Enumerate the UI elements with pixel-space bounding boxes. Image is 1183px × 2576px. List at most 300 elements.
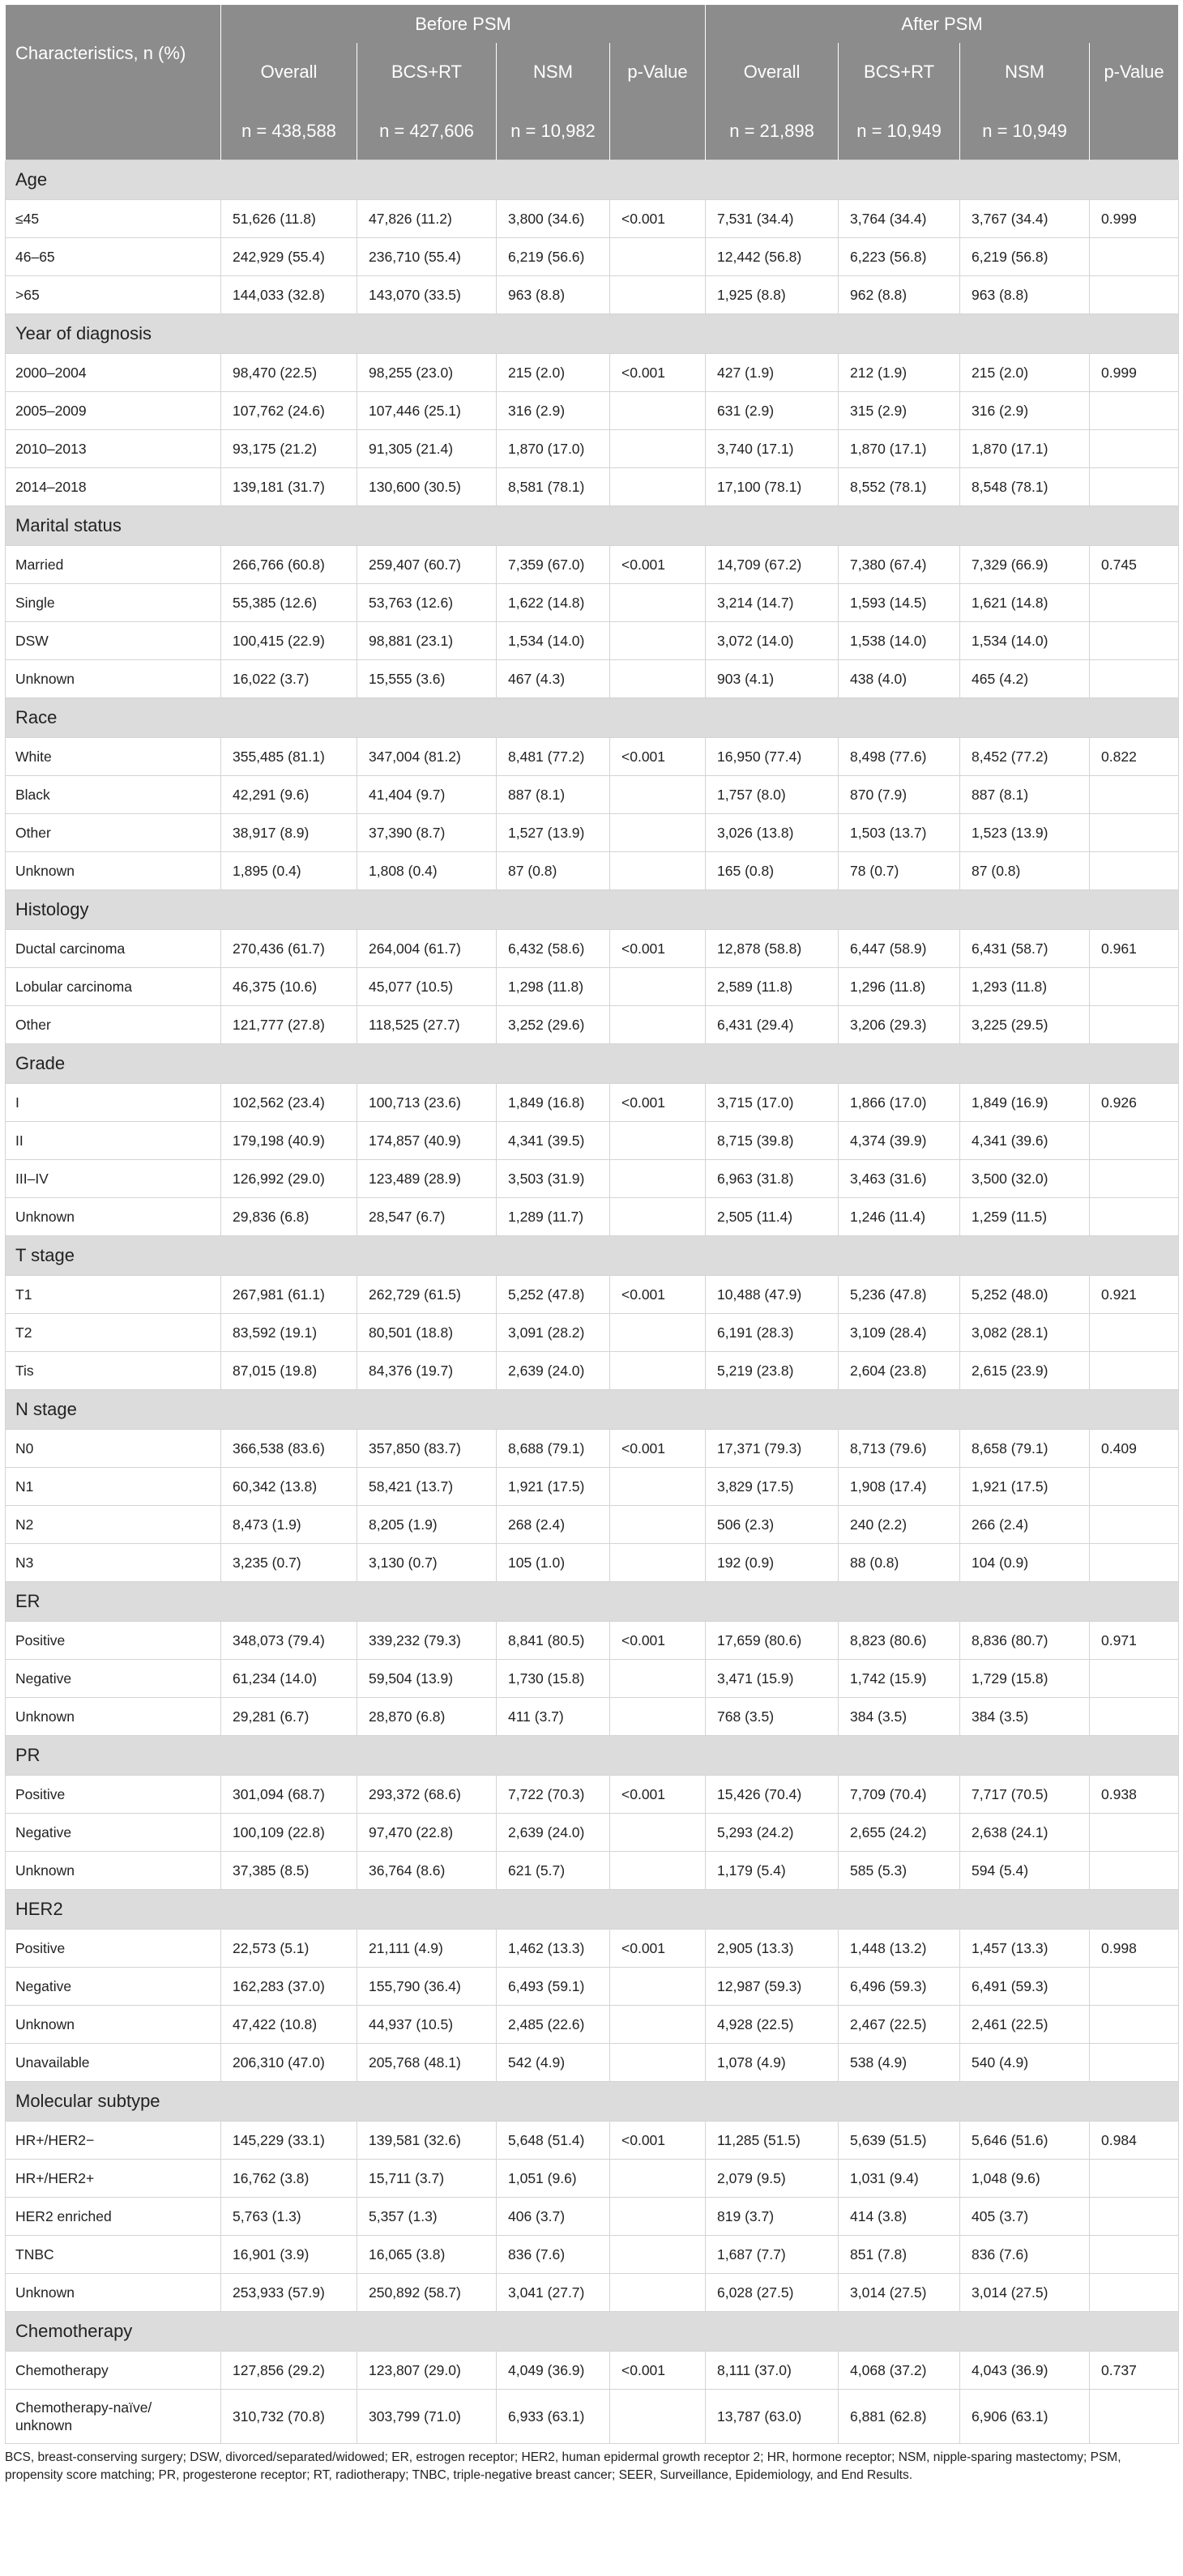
- p-value-cell: [1090, 392, 1179, 430]
- p-value-cell: [1090, 430, 1179, 468]
- value-cell: 405 (3.7): [960, 2198, 1090, 2236]
- p-value-cell: 0.926: [1090, 1084, 1179, 1122]
- value-cell: 5,646 (51.6): [960, 2122, 1090, 2160]
- p-value-cell: <0.001: [610, 1276, 706, 1314]
- value-cell: 28,870 (6.8): [357, 1698, 497, 1736]
- value-cell: 1,534 (14.0): [960, 622, 1090, 660]
- p-value-cell: 0.409: [1090, 1430, 1179, 1468]
- value-cell: 28,547 (6.7): [357, 1198, 497, 1236]
- value-cell: 3,109 (28.4): [839, 1314, 960, 1352]
- row-label: Unknown: [6, 1852, 221, 1890]
- value-cell: 7,329 (66.9): [960, 546, 1090, 584]
- col-header: BCS+RT: [357, 43, 497, 101]
- value-cell: 60,342 (13.8): [221, 1468, 357, 1506]
- value-cell: 887 (8.1): [960, 776, 1090, 814]
- p-value-cell: <0.001: [610, 1776, 706, 1814]
- value-cell: 17,100 (78.1): [706, 468, 839, 506]
- value-cell: 1,866 (17.0): [839, 1084, 960, 1122]
- section-row: [6, 314, 1179, 354]
- row-label: Black: [6, 776, 221, 814]
- row-label: HR+/HER2+: [6, 2160, 221, 2198]
- row-label: Negative: [6, 1660, 221, 1698]
- table-row: [6, 622, 1179, 660]
- value-cell: 83,592 (19.1): [221, 1314, 357, 1352]
- value-cell: 1,925 (8.8): [706, 276, 839, 314]
- col-header: p-Value: [610, 43, 706, 101]
- value-cell: 5,648 (51.4): [497, 2122, 610, 2160]
- value-cell: 8,841 (80.5): [497, 1622, 610, 1660]
- value-cell: 1,622 (14.8): [497, 584, 610, 622]
- value-cell: 3,206 (29.3): [839, 1006, 960, 1044]
- value-cell: 59,504 (13.9): [357, 1660, 497, 1698]
- value-cell: 15,711 (3.7): [357, 2160, 497, 2198]
- value-cell: 17,659 (80.6): [706, 1622, 839, 1660]
- value-cell: 1,259 (11.5): [960, 1198, 1090, 1236]
- section-row: [6, 698, 1179, 738]
- value-cell: 316 (2.9): [960, 392, 1090, 430]
- section-title: ER: [6, 1582, 1179, 1622]
- value-cell: 2,655 (24.2): [839, 1814, 960, 1852]
- table-row: [6, 1544, 1179, 1582]
- value-cell: 2,467 (22.5): [839, 2006, 960, 2044]
- value-cell: 3,463 (31.6): [839, 1160, 960, 1198]
- value-cell: 2,639 (24.0): [497, 1352, 610, 1390]
- p-value-cell: [1090, 622, 1179, 660]
- value-cell: 236,710 (55.4): [357, 238, 497, 276]
- value-cell: 100,713 (23.6): [357, 1084, 497, 1122]
- p-value-cell: [610, 430, 706, 468]
- value-cell: 3,764 (34.4): [839, 200, 960, 238]
- value-cell: 4,928 (22.5): [706, 2006, 839, 2044]
- value-cell: 6,191 (28.3): [706, 1314, 839, 1352]
- value-cell: 6,028 (27.5): [706, 2274, 839, 2312]
- value-cell: 887 (8.1): [497, 776, 610, 814]
- section-row: [6, 2082, 1179, 2122]
- value-cell: 51,626 (11.8): [221, 200, 357, 238]
- value-cell: 1,289 (11.7): [497, 1198, 610, 1236]
- value-cell: 1,246 (11.4): [839, 1198, 960, 1236]
- value-cell: 192 (0.9): [706, 1544, 839, 1582]
- value-cell: 1,593 (14.5): [839, 584, 960, 622]
- value-cell: 1,908 (17.4): [839, 1468, 960, 1506]
- col-header: Overall: [706, 43, 839, 101]
- value-cell: 10,488 (47.9): [706, 1276, 839, 1314]
- value-cell: 6,493 (59.1): [497, 1968, 610, 2006]
- p-value-cell: 0.999: [1090, 200, 1179, 238]
- p-value-cell: <0.001: [610, 354, 706, 392]
- footnote: BCS, breast-conserving surgery; DSW, divorced/separated/widowed; ER, estrogen receptor; HER2, human epidermal growth receptor 2; HR, hormone receptor; NSM, nipple-sparing mastectomy; PSM, propensity score matching; PR, progesterone receptor; RT, radiotherapy; TNBC, triple-negative breast cancer; SEER, Surveillance, Epidemiology, and End Results.: [5, 2450, 1121, 2482]
- value-cell: 411 (3.7): [497, 1698, 610, 1736]
- value-cell: 2,505 (11.4): [706, 1198, 839, 1236]
- value-cell: 467 (4.3): [497, 660, 610, 698]
- table-row: [6, 1968, 1179, 2006]
- value-cell: 1,870 (17.1): [960, 430, 1090, 468]
- p-value-cell: [610, 1852, 706, 1890]
- value-cell: 139,181 (31.7): [221, 468, 357, 506]
- row-label: N2: [6, 1506, 221, 1544]
- table-row: [6, 1660, 1179, 1698]
- value-cell: 316 (2.9): [497, 392, 610, 430]
- section-title: N stage: [6, 1390, 1179, 1430]
- value-cell: 962 (8.8): [839, 276, 960, 314]
- p-value-cell: [1090, 2274, 1179, 2312]
- row-label: Unknown: [6, 2006, 221, 2044]
- value-cell: 1,729 (15.8): [960, 1660, 1090, 1698]
- value-cell: 963 (8.8): [960, 276, 1090, 314]
- p-value-cell: 0.961: [1090, 930, 1179, 968]
- value-cell: 15,426 (70.4): [706, 1776, 839, 1814]
- n-header: [610, 101, 706, 160]
- row-label: Unknown: [6, 2274, 221, 2312]
- p-value-cell: [1090, 2236, 1179, 2274]
- p-value-cell: [610, 1506, 706, 1544]
- value-cell: 123,807 (29.0): [357, 2352, 497, 2390]
- value-cell: 963 (8.8): [497, 276, 610, 314]
- table-row: [6, 1430, 1179, 1468]
- value-cell: 819 (3.7): [706, 2198, 839, 2236]
- value-cell: 1,808 (0.4): [357, 852, 497, 890]
- value-cell: 2,461 (22.5): [960, 2006, 1090, 2044]
- p-value-cell: [610, 1814, 706, 1852]
- p-value-cell: 0.745: [1090, 546, 1179, 584]
- row-label: Other: [6, 814, 221, 852]
- table-row: [6, 930, 1179, 968]
- p-value-cell: [1090, 468, 1179, 506]
- value-cell: 2,905 (13.3): [706, 1930, 839, 1968]
- p-value-cell: 0.999: [1090, 354, 1179, 392]
- value-cell: 3,471 (15.9): [706, 1660, 839, 1698]
- p-value-cell: [1090, 852, 1179, 890]
- section-row: [6, 506, 1179, 546]
- value-cell: 84,376 (19.7): [357, 1352, 497, 1390]
- p-value-cell: [610, 468, 706, 506]
- value-cell: 7,722 (70.3): [497, 1776, 610, 1814]
- value-cell: 4,341 (39.5): [497, 1122, 610, 1160]
- value-cell: 3,214 (14.7): [706, 584, 839, 622]
- row-label: Lobular carcinoma: [6, 968, 221, 1006]
- value-cell: 12,878 (58.8): [706, 930, 839, 968]
- value-cell: 4,049 (36.9): [497, 2352, 610, 2390]
- value-cell: 259,407 (60.7): [357, 546, 497, 584]
- p-value-cell: [610, 238, 706, 276]
- value-cell: 836 (7.6): [497, 2236, 610, 2274]
- table-row: [6, 660, 1179, 698]
- p-value-cell: [610, 1352, 706, 1390]
- after-psm-header: After PSM: [706, 5, 1179, 43]
- value-cell: 61,234 (14.0): [221, 1660, 357, 1698]
- p-value-cell: [1090, 1544, 1179, 1582]
- table-row: [6, 738, 1179, 776]
- p-value-cell: [610, 2044, 706, 2082]
- value-cell: 266 (2.4): [960, 1506, 1090, 1544]
- before-psm-header: Before PSM: [221, 5, 706, 43]
- value-cell: 8,548 (78.1): [960, 468, 1090, 506]
- table-header: [6, 5, 1179, 160]
- row-label: Ductal carcinoma: [6, 930, 221, 968]
- value-cell: 1,921 (17.5): [960, 1468, 1090, 1506]
- value-cell: 5,219 (23.8): [706, 1352, 839, 1390]
- table-row: [6, 1084, 1179, 1122]
- table-row: [6, 1622, 1179, 1660]
- value-cell: 366,538 (83.6): [221, 1430, 357, 1468]
- value-cell: 215 (2.0): [960, 354, 1090, 392]
- value-cell: 542 (4.9): [497, 2044, 610, 2082]
- value-cell: 540 (4.9): [960, 2044, 1090, 2082]
- table-row: [6, 2352, 1179, 2390]
- value-cell: 6,881 (62.8): [839, 2390, 960, 2444]
- table-row: [6, 2122, 1179, 2160]
- table-row: [6, 430, 1179, 468]
- value-cell: 16,065 (3.8): [357, 2236, 497, 2274]
- value-cell: 93,175 (21.2): [221, 430, 357, 468]
- value-cell: 6,933 (63.1): [497, 2390, 610, 2444]
- value-cell: 631 (2.9): [706, 392, 839, 430]
- value-cell: 1,687 (7.7): [706, 2236, 839, 2274]
- table-row: [6, 1698, 1179, 1736]
- value-cell: 242,929 (55.4): [221, 238, 357, 276]
- value-cell: 5,639 (51.5): [839, 2122, 960, 2160]
- value-cell: 42,291 (9.6): [221, 776, 357, 814]
- p-value-cell: [1090, 1968, 1179, 2006]
- value-cell: 1,534 (14.0): [497, 622, 610, 660]
- value-cell: 6,431 (58.7): [960, 930, 1090, 968]
- p-value-cell: [610, 622, 706, 660]
- value-cell: 97,470 (22.8): [357, 1814, 497, 1852]
- p-value-cell: [1090, 1198, 1179, 1236]
- value-cell: 1,523 (13.9): [960, 814, 1090, 852]
- section-title: T stage: [6, 1236, 1179, 1276]
- row-label: Married: [6, 546, 221, 584]
- table-row: [6, 1314, 1179, 1352]
- row-label: 2005–2009: [6, 392, 221, 430]
- value-cell: 29,836 (6.8): [221, 1198, 357, 1236]
- value-cell: 8,836 (80.7): [960, 1622, 1090, 1660]
- value-cell: 179,198 (40.9): [221, 1122, 357, 1160]
- value-cell: 174,857 (40.9): [357, 1122, 497, 1160]
- value-cell: 264,004 (61.7): [357, 930, 497, 968]
- p-value-cell: [610, 1660, 706, 1698]
- table-row: [6, 276, 1179, 314]
- p-value-cell: [1090, 1698, 1179, 1736]
- value-cell: 1,870 (17.1): [839, 430, 960, 468]
- row-label: White: [6, 738, 221, 776]
- section-row: [6, 1390, 1179, 1430]
- value-cell: 29,281 (6.7): [221, 1698, 357, 1736]
- value-cell: 143,070 (33.5): [357, 276, 497, 314]
- p-value-cell: <0.001: [610, 200, 706, 238]
- value-cell: 3,225 (29.5): [960, 1006, 1090, 1044]
- value-cell: 13,787 (63.0): [706, 2390, 839, 2444]
- n-header: n = 10,982: [497, 101, 610, 160]
- value-cell: 16,950 (77.4): [706, 738, 839, 776]
- value-cell: 16,022 (3.7): [221, 660, 357, 698]
- table-row: [6, 968, 1179, 1006]
- row-label: Single: [6, 584, 221, 622]
- value-cell: 123,489 (28.9): [357, 1160, 497, 1198]
- value-cell: 1,503 (13.7): [839, 814, 960, 852]
- p-value-cell: [610, 1314, 706, 1352]
- value-cell: 301,094 (68.7): [221, 1776, 357, 1814]
- row-label: Tis: [6, 1352, 221, 1390]
- value-cell: 240 (2.2): [839, 1506, 960, 1544]
- value-cell: 1,870 (17.0): [497, 430, 610, 468]
- p-value-cell: [610, 814, 706, 852]
- n-header-empty: [6, 101, 221, 160]
- value-cell: 3,767 (34.4): [960, 200, 1090, 238]
- value-cell: 1,293 (11.8): [960, 968, 1090, 1006]
- value-cell: 2,485 (22.6): [497, 2006, 610, 2044]
- value-cell: 98,881 (23.1): [357, 622, 497, 660]
- value-cell: 17,371 (79.3): [706, 1430, 839, 1468]
- value-cell: 267,981 (61.1): [221, 1276, 357, 1314]
- value-cell: 55,385 (12.6): [221, 584, 357, 622]
- p-value-cell: [610, 584, 706, 622]
- value-cell: 870 (7.9): [839, 776, 960, 814]
- value-cell: 8,473 (1.9): [221, 1506, 357, 1544]
- value-cell: 78 (0.7): [839, 852, 960, 890]
- value-cell: 348,073 (79.4): [221, 1622, 357, 1660]
- value-cell: 8,498 (77.6): [839, 738, 960, 776]
- table-row: [6, 1468, 1179, 1506]
- p-value-cell: [1090, 584, 1179, 622]
- section-title: Marital status: [6, 506, 1179, 546]
- value-cell: 11,285 (51.5): [706, 2122, 839, 2160]
- value-cell: 8,481 (77.2): [497, 738, 610, 776]
- section-row: [6, 1582, 1179, 1622]
- p-value-cell: [610, 2198, 706, 2236]
- value-cell: 87 (0.8): [497, 852, 610, 890]
- table-row: [6, 354, 1179, 392]
- table-row: [6, 1122, 1179, 1160]
- n-header: n = 438,588: [221, 101, 357, 160]
- p-value-cell: [1090, 1468, 1179, 1506]
- value-cell: 8,823 (80.6): [839, 1622, 960, 1660]
- table-row: [6, 1198, 1179, 1236]
- value-cell: 406 (3.7): [497, 2198, 610, 2236]
- section-title: Chemotherapy: [6, 2312, 1179, 2352]
- p-value-cell: <0.001: [610, 546, 706, 584]
- row-label: DSW: [6, 622, 221, 660]
- table-row: [6, 1160, 1179, 1198]
- value-cell: 14,709 (67.2): [706, 546, 839, 584]
- p-value-cell: [610, 1544, 706, 1582]
- value-cell: 155,790 (36.4): [357, 1968, 497, 2006]
- value-cell: 465 (4.2): [960, 660, 1090, 698]
- value-cell: 104 (0.9): [960, 1544, 1090, 1582]
- table-row: [6, 546, 1179, 584]
- value-cell: 53,763 (12.6): [357, 584, 497, 622]
- row-label: Chemotherapy: [6, 2352, 221, 2390]
- value-cell: 6,219 (56.8): [960, 238, 1090, 276]
- value-cell: 6,431 (29.4): [706, 1006, 839, 1044]
- value-cell: 5,293 (24.2): [706, 1814, 839, 1852]
- section-row: [6, 160, 1179, 200]
- p-value-cell: [610, 852, 706, 890]
- p-value-cell: [610, 1968, 706, 2006]
- value-cell: 4,374 (39.9): [839, 1122, 960, 1160]
- p-value-cell: <0.001: [610, 1430, 706, 1468]
- row-label: II: [6, 1122, 221, 1160]
- table-row: [6, 1506, 1179, 1544]
- value-cell: 8,688 (79.1): [497, 1430, 610, 1468]
- value-cell: 3,041 (27.7): [497, 2274, 610, 2312]
- row-label: Positive: [6, 1622, 221, 1660]
- table-row: [6, 1006, 1179, 1044]
- section-title: Histology: [6, 890, 1179, 930]
- value-cell: 8,581 (78.1): [497, 468, 610, 506]
- value-cell: 268 (2.4): [497, 1506, 610, 1544]
- value-cell: 205,768 (48.1): [357, 2044, 497, 2082]
- value-cell: 5,357 (1.3): [357, 2198, 497, 2236]
- p-value-cell: [610, 2274, 706, 2312]
- p-value-cell: [610, 1160, 706, 1198]
- value-cell: 5,252 (48.0): [960, 1276, 1090, 1314]
- value-cell: 1,621 (14.8): [960, 584, 1090, 622]
- section-row: [6, 2312, 1179, 2352]
- row-label: 2014–2018: [6, 468, 221, 506]
- p-value-cell: <0.001: [610, 2122, 706, 2160]
- value-cell: 3,800 (34.6): [497, 200, 610, 238]
- table-row: [6, 2274, 1179, 2312]
- row-label: Unknown: [6, 852, 221, 890]
- table-row: [6, 392, 1179, 430]
- row-label: Unknown: [6, 1198, 221, 1236]
- p-value-cell: [1090, 1314, 1179, 1352]
- value-cell: 3,740 (17.1): [706, 430, 839, 468]
- p-value-cell: 0.998: [1090, 1930, 1179, 1968]
- value-cell: 212 (1.9): [839, 354, 960, 392]
- value-cell: 107,762 (24.6): [221, 392, 357, 430]
- p-value-cell: [610, 1468, 706, 1506]
- value-cell: 1,078 (4.9): [706, 2044, 839, 2082]
- table-row: [6, 1276, 1179, 1314]
- value-cell: 538 (4.9): [839, 2044, 960, 2082]
- value-cell: 126,992 (29.0): [221, 1160, 357, 1198]
- row-label: Other: [6, 1006, 221, 1044]
- characteristics-header: Characteristics, n (%): [6, 5, 221, 101]
- value-cell: 41,404 (9.7): [357, 776, 497, 814]
- value-cell: 162,283 (37.0): [221, 1968, 357, 2006]
- value-cell: 8,715 (39.8): [706, 1122, 839, 1160]
- row-label: Negative: [6, 1814, 221, 1852]
- section-title: PR: [6, 1736, 1179, 1776]
- row-label: Unknown: [6, 1698, 221, 1736]
- p-value-cell: [610, 2236, 706, 2274]
- value-cell: 6,223 (56.8): [839, 238, 960, 276]
- value-cell: 3,072 (14.0): [706, 622, 839, 660]
- value-cell: 310,732 (70.8): [221, 2390, 357, 2444]
- value-cell: 44,937 (10.5): [357, 2006, 497, 2044]
- table-body: [6, 160, 1179, 2444]
- section-title: Year of diagnosis: [6, 314, 1179, 354]
- p-value-cell: [1090, 1660, 1179, 1698]
- characteristics-table: [5, 5, 1179, 2444]
- value-cell: 347,004 (81.2): [357, 738, 497, 776]
- value-cell: 7,717 (70.5): [960, 1776, 1090, 1814]
- p-value-cell: <0.001: [610, 738, 706, 776]
- col-header: BCS+RT: [839, 43, 960, 101]
- p-value-cell: [1090, 1006, 1179, 1044]
- row-label: TNBC: [6, 2236, 221, 2274]
- value-cell: 3,130 (0.7): [357, 1544, 497, 1582]
- value-cell: 357,850 (83.7): [357, 1430, 497, 1468]
- value-cell: 1,895 (0.4): [221, 852, 357, 890]
- value-cell: 7,380 (67.4): [839, 546, 960, 584]
- n-header: n = 10,949: [960, 101, 1090, 160]
- value-cell: 16,762 (3.8): [221, 2160, 357, 2198]
- value-cell: 384 (3.5): [960, 1698, 1090, 1736]
- p-value-cell: [1090, 776, 1179, 814]
